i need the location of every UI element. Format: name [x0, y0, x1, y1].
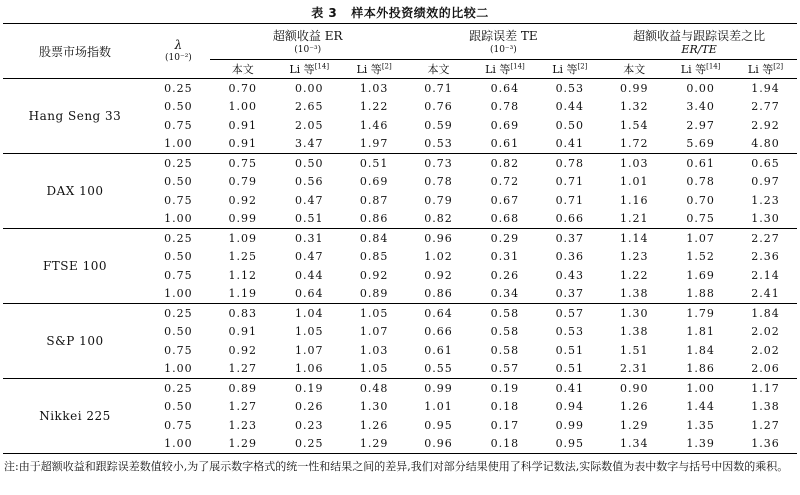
value-cell: 0.26: [490, 268, 520, 282]
subcol-header: Li 等[14]: [471, 60, 538, 79]
value-cell: 0.78: [490, 100, 520, 114]
value-cell: 0.86: [343, 210, 406, 229]
value-cell: 1.29: [343, 435, 406, 454]
value-cell: 0.50: [294, 156, 324, 170]
value-cell: 1.35: [686, 418, 715, 432]
subcol-header: Li 等[2]: [538, 60, 601, 79]
value-cell: 2.41: [734, 285, 797, 304]
value-cell: 0.79: [228, 175, 258, 189]
value-cell: 0.64: [490, 81, 520, 95]
lambda-symbol: λ: [174, 38, 183, 52]
value-cell: 0.56: [294, 175, 324, 189]
value-cell: 0.41: [555, 381, 585, 395]
index-name-cell: Nikkei 225: [3, 379, 147, 454]
index-name-cell: Hang Seng 33: [3, 79, 147, 154]
value-cell: 2.97: [686, 118, 715, 132]
value-cell: 0.75: [228, 156, 258, 170]
value-cell: 0.70: [686, 193, 715, 207]
value-cell: 0.47: [294, 193, 324, 207]
value-cell: 0.71: [555, 175, 585, 189]
value-cell: 1.52: [686, 250, 715, 264]
table-row: [3, 379, 797, 398]
value-cell: 1.12: [228, 268, 258, 282]
value-cell: 1.01: [424, 400, 453, 414]
value-cell: 0.44: [555, 100, 585, 114]
value-cell: 1.38: [751, 400, 780, 414]
value-cell: 0.58: [490, 325, 520, 339]
value-cell: 0.18: [471, 435, 538, 454]
value-cell: 1.32: [619, 100, 649, 114]
value-cell: 0.31: [490, 250, 520, 264]
value-cell: 1.05: [343, 360, 406, 379]
value-cell: 1.79: [686, 306, 715, 320]
lambda-cell: 0.25: [164, 231, 193, 245]
value-cell: 2.14: [751, 268, 780, 282]
value-cell: 3.40: [686, 100, 715, 114]
value-cell: 0.92: [228, 193, 258, 207]
value-cell: 1.05: [359, 306, 389, 320]
value-cell: 1.00: [686, 381, 715, 395]
value-cell: 1.21: [601, 210, 667, 229]
value-cell: 1.14: [619, 231, 649, 245]
value-cell: 1.16: [619, 193, 649, 207]
value-cell: 1.23: [619, 250, 649, 264]
value-cell: 0.99: [210, 210, 276, 229]
value-cell: 1.03: [619, 156, 649, 170]
value-cell: 0.19: [294, 381, 324, 395]
table-number: 表 3: [311, 6, 338, 20]
value-cell: 0.95: [424, 418, 453, 432]
value-cell: 0.89: [343, 285, 406, 304]
value-cell: 0.79: [424, 193, 453, 207]
value-cell: 1.27: [228, 400, 258, 414]
value-cell: 0.92: [424, 268, 453, 282]
lambda-cell: 0.50: [164, 400, 193, 414]
value-cell: 0.91: [210, 135, 276, 154]
value-cell: 0.51: [276, 210, 343, 229]
index-block: [3, 79, 797, 154]
lambda-cell: 1.00: [147, 210, 210, 229]
lambda-cell: 1.00: [147, 285, 210, 304]
value-cell: 0.61: [424, 343, 453, 357]
value-cell: 0.78: [555, 156, 585, 170]
value-cell: 0.51: [359, 156, 389, 170]
value-cell: 4.80: [734, 135, 797, 154]
value-cell: 0.97: [751, 175, 780, 189]
value-cell: 0.61: [686, 156, 715, 170]
value-cell: 0.00: [294, 81, 324, 95]
lambda-cell: 0.75: [164, 118, 193, 132]
value-cell: 0.23: [294, 418, 324, 432]
value-cell: 0.58: [490, 306, 520, 320]
index-name-cell: DAX 100: [3, 154, 147, 229]
value-cell: 1.72: [601, 135, 667, 154]
value-cell: 0.31: [294, 231, 324, 245]
value-cell: 0.99: [424, 381, 453, 395]
value-cell: 0.64: [424, 306, 453, 320]
value-cell: 1.23: [228, 418, 258, 432]
value-cell: 0.71: [424, 81, 453, 95]
value-cell: 1.69: [686, 268, 715, 282]
value-cell: 0.82: [490, 156, 520, 170]
value-cell: 1.17: [751, 381, 780, 395]
value-cell: 1.38: [619, 325, 649, 339]
value-cell: 1.39: [667, 435, 734, 454]
lambda-cell: 0.50: [164, 250, 193, 264]
value-cell: 1.44: [686, 400, 715, 414]
value-cell: 0.75: [667, 210, 734, 229]
value-cell: 0.65: [751, 156, 780, 170]
table-row: [3, 154, 797, 173]
lambda-cell: 1.00: [147, 435, 210, 454]
value-cell: 0.72: [490, 175, 520, 189]
lambda-cell: 1.00: [147, 135, 210, 154]
subcol-header: Li 等[2]: [343, 60, 406, 79]
value-cell: 2.65: [294, 100, 324, 114]
value-cell: 0.70: [228, 81, 258, 95]
value-cell: 2.27: [751, 231, 780, 245]
table-title: 样本外投资绩效的比较二: [351, 6, 489, 20]
value-cell: 1.03: [359, 81, 389, 95]
value-cell: 1.34: [601, 435, 667, 454]
value-cell: 2.92: [751, 118, 780, 132]
value-cell: 0.82: [406, 210, 472, 229]
value-cell: 1.27: [751, 418, 780, 432]
value-cell: 1.26: [359, 418, 389, 432]
value-cell: 0.84: [359, 231, 389, 245]
group-header-er: 超额收益 ER (10⁻³): [210, 24, 406, 60]
lambda-unit: (10⁻²): [164, 53, 192, 63]
value-cell: 0.47: [294, 250, 324, 264]
value-cell: 5.69: [667, 135, 734, 154]
value-cell: 1.09: [228, 231, 258, 245]
value-cell: 0.91: [228, 118, 258, 132]
value-cell: 0.96: [424, 231, 453, 245]
value-cell: 0.53: [555, 81, 585, 95]
value-cell: 1.03: [359, 343, 389, 357]
value-cell: 0.41: [538, 135, 601, 154]
value-cell: 0.00: [686, 81, 715, 95]
value-cell: 2.06: [734, 360, 797, 379]
value-cell: 0.96: [406, 435, 472, 454]
lambda-cell: 0.50: [164, 175, 193, 189]
value-cell: 1.22: [359, 100, 389, 114]
table-caption: [0, 4, 800, 21]
group-header-te: 跟踪误差 TE (10⁻³): [406, 24, 602, 60]
value-cell: 0.69: [490, 118, 520, 132]
value-cell: 1.30: [619, 306, 649, 320]
index-block: [3, 229, 797, 304]
value-cell: 0.48: [359, 381, 389, 395]
value-cell: 0.83: [228, 306, 258, 320]
lambda-cell: 0.75: [164, 268, 193, 282]
value-cell: 0.71: [555, 193, 585, 207]
value-cell: 1.84: [686, 343, 715, 357]
value-cell: 0.29: [490, 231, 520, 245]
index-name-cell: S&P 100: [3, 304, 147, 379]
value-cell: 2.31: [601, 360, 667, 379]
value-cell: 0.37: [555, 231, 585, 245]
subcol-header: 本文: [210, 60, 276, 79]
value-cell: 2.02: [751, 325, 780, 339]
value-cell: 1.05: [294, 325, 324, 339]
value-cell: 0.67: [490, 193, 520, 207]
value-cell: 0.73: [424, 156, 453, 170]
value-cell: 0.95: [538, 435, 601, 454]
lambda-cell: 0.75: [164, 343, 193, 357]
value-cell: 0.34: [471, 285, 538, 304]
value-cell: 0.68: [471, 210, 538, 229]
value-cell: 2.77: [751, 100, 780, 114]
value-cell: 1.27: [210, 360, 276, 379]
value-cell: 1.36: [734, 435, 797, 454]
value-cell: 0.64: [276, 285, 343, 304]
value-cell: 1.04: [294, 306, 324, 320]
value-cell: 0.18: [490, 400, 520, 414]
subcol-header: Li 等[14]: [276, 60, 343, 79]
lambda-cell: 0.50: [164, 325, 193, 339]
value-cell: 0.58: [490, 343, 520, 357]
value-cell: 0.53: [555, 325, 585, 339]
value-cell: 1.00: [228, 100, 258, 114]
lambda-cell: 0.25: [164, 156, 193, 170]
subcol-header: 本文: [406, 60, 472, 79]
lambda-cell: 0.75: [164, 193, 193, 207]
value-cell: 0.51: [538, 360, 601, 379]
index-block: [3, 304, 797, 379]
value-cell: 0.25: [276, 435, 343, 454]
lambda-cell: 0.25: [164, 306, 193, 320]
value-cell: 1.29: [619, 418, 649, 432]
lambda-cell: 1.00: [147, 360, 210, 379]
value-cell: 1.07: [294, 343, 324, 357]
table-row: [3, 304, 797, 323]
value-cell: 1.97: [343, 135, 406, 154]
lambda-cell: 0.25: [164, 81, 193, 95]
lambda-cell: 0.75: [164, 418, 193, 432]
value-cell: 0.94: [555, 400, 585, 414]
lambda-cell: 0.50: [164, 100, 193, 114]
value-cell: 1.84: [751, 306, 780, 320]
value-cell: 1.19: [210, 285, 276, 304]
lambda-cell: 0.25: [164, 381, 193, 395]
value-cell: 0.86: [406, 285, 472, 304]
value-cell: 0.99: [619, 81, 649, 95]
value-cell: 2.02: [751, 343, 780, 357]
index-column-header: 股票市场指数: [3, 24, 147, 79]
value-cell: 1.01: [619, 175, 649, 189]
value-cell: 1.25: [228, 250, 258, 264]
subcol-header: Li 等[2]: [734, 60, 797, 79]
index-name-cell: FTSE 100: [3, 229, 147, 304]
value-cell: 1.06: [276, 360, 343, 379]
value-cell: 0.85: [359, 250, 389, 264]
value-cell: 1.54: [619, 118, 649, 132]
value-cell: 1.51: [619, 343, 649, 357]
value-cell: 0.78: [424, 175, 453, 189]
index-block: [3, 154, 797, 229]
value-cell: 0.59: [424, 118, 453, 132]
value-cell: 0.89: [228, 381, 258, 395]
value-cell: 0.66: [538, 210, 601, 229]
value-cell: 0.43: [555, 268, 585, 282]
value-cell: 1.23: [751, 193, 780, 207]
value-cell: 2.05: [294, 118, 324, 132]
value-cell: 0.51: [555, 343, 585, 357]
value-cell: 0.17: [490, 418, 520, 432]
subcol-header: Li 等[14]: [667, 60, 734, 79]
value-cell: 0.78: [686, 175, 715, 189]
table-row: [3, 229, 797, 248]
value-cell: 0.87: [359, 193, 389, 207]
index-block: [3, 379, 797, 454]
value-cell: 1.94: [751, 81, 780, 95]
header-row-groups: [3, 24, 797, 60]
value-cell: 1.02: [424, 250, 453, 264]
table-row: [3, 79, 797, 98]
value-cell: 1.30: [359, 400, 389, 414]
value-cell: 1.26: [619, 400, 649, 414]
value-cell: 0.92: [359, 268, 389, 282]
value-cell: 1.07: [359, 325, 389, 339]
value-cell: 0.57: [471, 360, 538, 379]
value-cell: 1.38: [601, 285, 667, 304]
value-cell: 1.88: [667, 285, 734, 304]
value-cell: 0.26: [294, 400, 324, 414]
value-cell: 0.90: [619, 381, 649, 395]
value-cell: 0.69: [359, 175, 389, 189]
value-cell: 0.76: [424, 100, 453, 114]
value-cell: 0.36: [555, 250, 585, 264]
performance-table: [3, 23, 797, 454]
value-cell: 1.86: [667, 360, 734, 379]
value-cell: 0.66: [424, 325, 453, 339]
group-header-ratio: 超额收益与跟踪误差之比 ER/TE: [601, 24, 797, 60]
value-cell: 1.46: [359, 118, 389, 132]
value-cell: 1.07: [686, 231, 715, 245]
value-cell: 1.29: [210, 435, 276, 454]
value-cell: 0.37: [538, 285, 601, 304]
subcol-header: 本文: [601, 60, 667, 79]
value-cell: 0.61: [471, 135, 538, 154]
value-cell: 0.44: [294, 268, 324, 282]
value-cell: 3.47: [276, 135, 343, 154]
lambda-column-header: [147, 24, 210, 79]
value-cell: 1.22: [619, 268, 649, 282]
value-cell: 0.53: [406, 135, 472, 154]
value-cell: 0.91: [228, 325, 258, 339]
value-cell: 0.57: [555, 306, 585, 320]
value-cell: 1.81: [686, 325, 715, 339]
value-cell: 0.19: [490, 381, 520, 395]
value-cell: 0.92: [228, 343, 258, 357]
table-note: 注:由于超额收益和跟踪误差数值较小,为了展示数字格式的统一性和结果之间的差异,我们对部分结果使用了科学记数法,实际数值为表中数字与括号中因数的乘积。: [4, 460, 789, 473]
value-cell: 0.55: [406, 360, 472, 379]
value-cell: 2.36: [751, 250, 780, 264]
value-cell: 0.99: [555, 418, 585, 432]
value-cell: 0.50: [555, 118, 585, 132]
value-cell: 1.30: [734, 210, 797, 229]
